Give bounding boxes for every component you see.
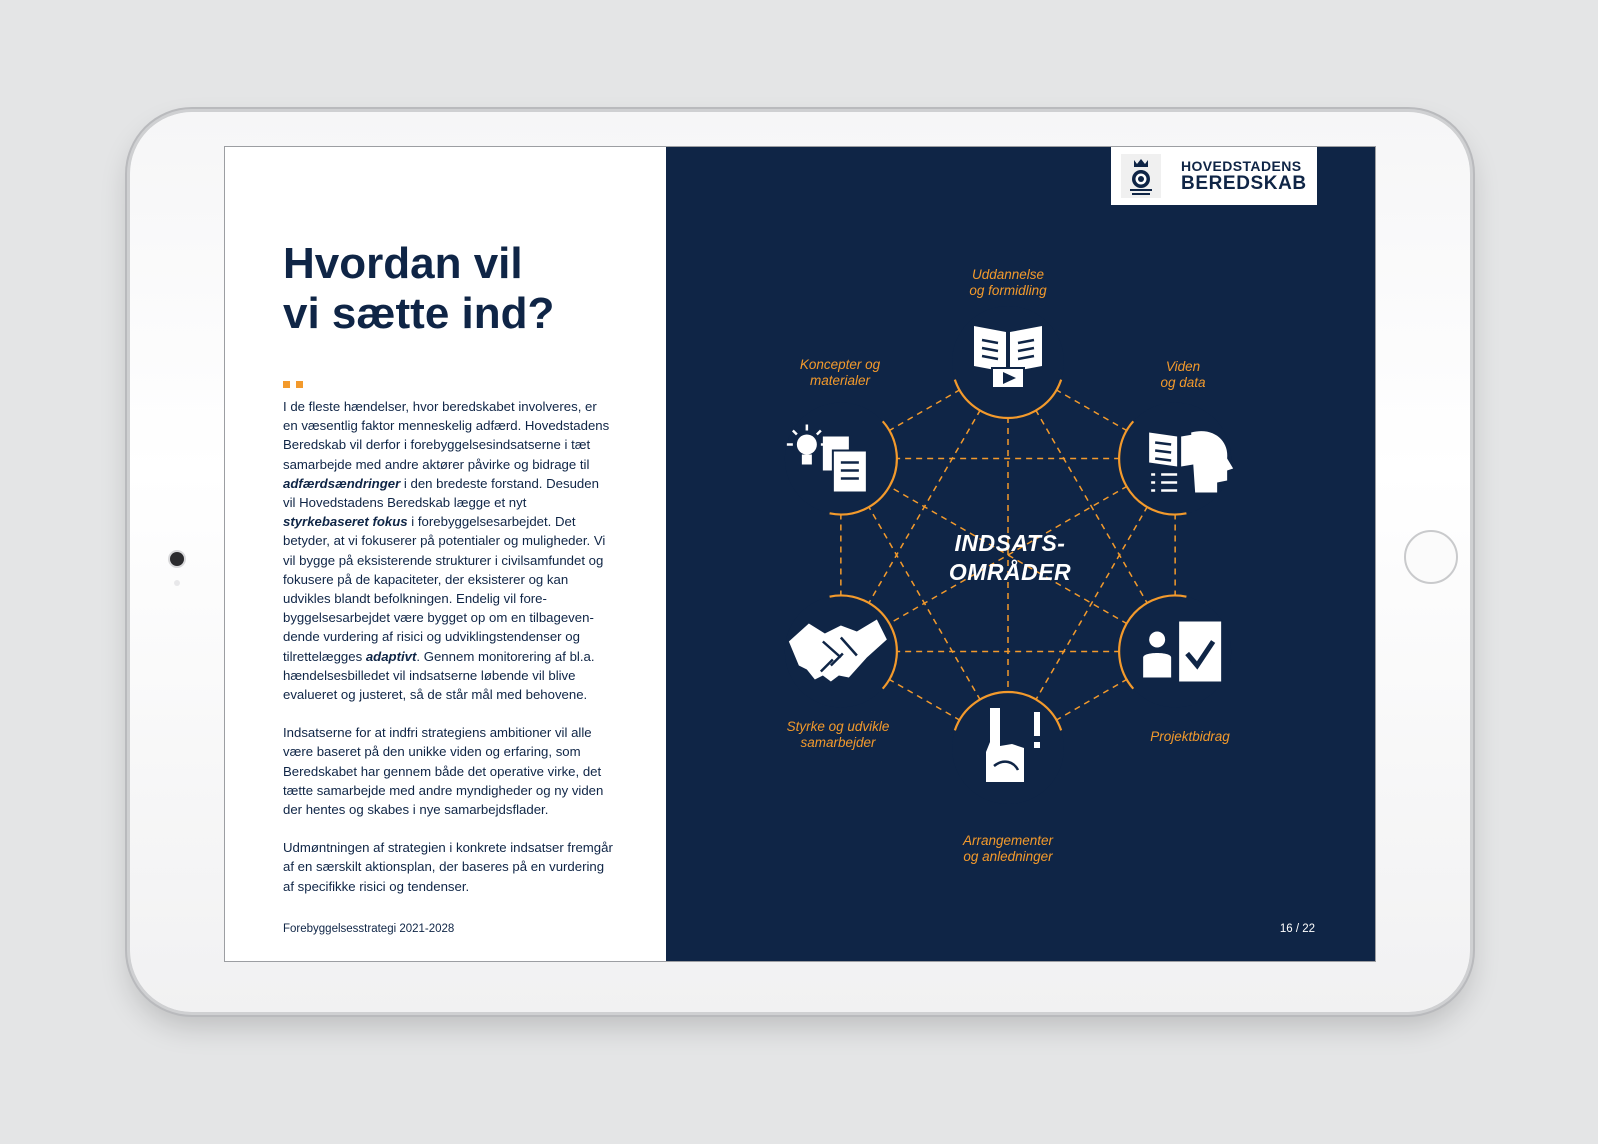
camera-icon (170, 552, 184, 566)
body-text (283, 397, 613, 915)
body-text-run: I de fleste hændelser, hvor beredskabet involveres, er en væsentlig faktor menneskelig adfærd. Hovedstadens Beredskab vil derfor i forebyggelsesindsatserne i tæt samarbejde med andre aktører påvirke og bidrage til (283, 399, 610, 472)
node-label: og anledninger (963, 849, 1053, 864)
page-title: Hvordan vil vi sætte ind? (283, 239, 555, 338)
body-text-run: . Gennem monitorering af bl.a. hændelsesbilledet vil indsatserne løbende vil blive evalueret og justeret, så de står mål med behovene. (283, 648, 595, 703)
emphasis: styrkebaseret fokus (283, 514, 408, 530)
tablet-frame (130, 112, 1470, 1012)
node-label: Projektbidrag (1150, 729, 1230, 744)
right-page (666, 147, 1375, 961)
home-button[interactable] (1404, 530, 1458, 584)
body-text-run: i den bredeste forstand. Desuden vil Hovedstadens Beredskab lægge et nyt (283, 475, 599, 511)
node-label: og data (1160, 375, 1206, 390)
node-label: Viden (1165, 359, 1201, 374)
node-label: Arrangementer (962, 833, 1054, 848)
node-label: samarbejder (800, 735, 876, 750)
body-text-run: Udmøntningen af strategien i konkrete indsatser fremgår af en særskilt aktionsplan, der baseres på en vurdering af specifikke risici og tendenser. (283, 840, 613, 894)
node-label: Styrke og udvikle (786, 719, 890, 734)
node-label: Uddannelse (971, 267, 1045, 282)
body-paragraph (283, 723, 613, 819)
node-label: materialer (809, 373, 871, 388)
center-label-line2: OMRÅDER (948, 559, 1072, 585)
emphasis: adfærdsændringer (283, 475, 401, 491)
emphasis: adaptivt (365, 648, 417, 664)
node-label: Koncepter og (799, 357, 881, 372)
body-text-run: i forebyggelsesarbejdet. Det betyder, at vi fokuserer på potentialer og muligheder. Vi vil bygge på eksisterende strukturer i civilsamfundet og fokusere på de kapaciteter, der eksisterer og kan udvikles blandt befolkningen. Endelig vil forebyggelsesarbejdet være bygget op om en tilbagevendende vurdering af risici og udviklingstendenser og tilrettelægges (283, 514, 606, 664)
node-label: og formidling (969, 283, 1047, 298)
tablet-screen (224, 146, 1376, 962)
center-label-line1: INDSATS- (954, 530, 1066, 556)
sensor-icon (174, 580, 180, 586)
body-text-run: Indsatserne for at indfri strategiens ambitioner vil alle være baseret på den unikke viden og erfaring, som Beredskabet har gennem både det operative virke, det tætte samarbejde med andre myndigheder og ny viden der hentes og skabes i nye samarbejdsflader. (283, 725, 604, 818)
document-footer: Forebyggelsesstrategi 2021-2028 (283, 923, 455, 935)
left-page (225, 147, 666, 961)
page-number: 16 / 22 (1279, 923, 1315, 935)
body-paragraph (283, 838, 613, 896)
body-paragraph (283, 397, 613, 704)
decorative-dots (283, 375, 309, 393)
indsats-diagram (666, 147, 1375, 961)
logo-wordmark: HOVEDSTADENS BEREDSKAB (1181, 158, 1307, 194)
